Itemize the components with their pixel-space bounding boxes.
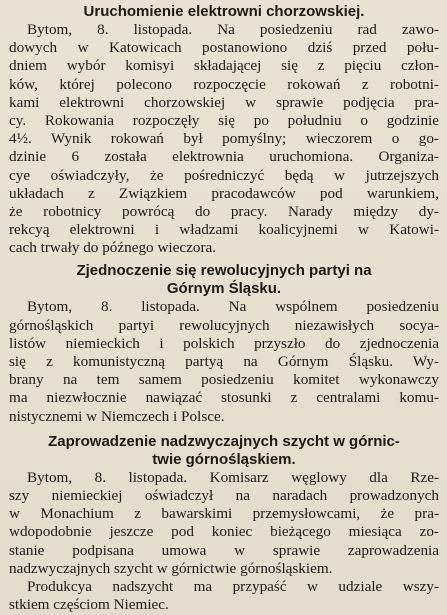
body-line: brany na tem samem posiedzeniu komitet wykonawczy [9, 371, 439, 389]
body-line: stanie podpisana umowa w sprawie zaprowadzenia [9, 541, 439, 559]
body-line: dowych w Katowicach postanowiono dziś przed połu- [9, 39, 439, 57]
body-line: Bytom, 8. listopada. Na posiedzeniu rad zawo- [27, 21, 439, 38]
body-line: dzinie 6 została elektrownia uruchomiona. Organiza- [9, 148, 439, 166]
body-line: nistycznemi w Niemczech i Polsce. [9, 407, 225, 425]
body-line: listów niemieckich i polskich przyszło do zjednoczenia [9, 334, 439, 352]
body-line: się z komunistyczną partyą na Górnym Śląsku. Wy- [9, 353, 439, 370]
body-line: Produkcya nadszycht ma przypaść w udziale wszy- [27, 577, 439, 595]
body-line: cye oświadczyły, że pośredniczyć będą w jutrzejszych [9, 166, 439, 184]
body-line: układach z Związkiem pracodawców pod warunkiem, [9, 184, 439, 202]
article-extra-shifts [9, 433, 439, 615]
body-line: kami elektrowni chorzowskiej w sprawie podjęcia pra- [9, 93, 439, 111]
body-line: wdopodobnie jeszcze pod koniec bieżącego miesiąca zo- [9, 523, 439, 541]
body-line: rekcyą elektrowni i władzami koalicyjnemi w Katowi- [9, 221, 439, 239]
body-line: że robotnicy powrócą do pracy. Narady między dy- [9, 202, 439, 220]
headline-line: Zjednoczenie się rewolucyjnych partyi na [76, 262, 372, 280]
body-line: dniem wybór komisyi składającej się z pięciu człon- [9, 57, 439, 75]
article-body [9, 469, 439, 615]
body-line: nadzwyczajnych szycht w górnictwie górnośląskiem. [9, 559, 333, 577]
body-line: cach trwały do późnego wieczora. [9, 239, 217, 257]
article-revolutionary-parties [9, 262, 439, 425]
body-line: szy niemieckiej oświadczył na naradach prowadzonych [9, 486, 439, 504]
body-line: 4½. Wynik rokowań był pomyślny; wieczorem o go- [9, 130, 439, 148]
article-headline [9, 262, 439, 298]
body-line: ma niezwłocznie nawiązać stosunki z centralami komu- [9, 389, 439, 407]
article-headline [9, 0, 439, 21]
body-line: Bytom, 8. listopada. Komisarz węglowy dla Rze- [27, 468, 439, 486]
article-headline [9, 433, 439, 469]
headline-line: twie górnośląskiem. [152, 450, 296, 468]
body-line: ków, której polecono rozpoczęcie rokowań z robotni- [9, 75, 439, 93]
body-line: cy. Rokowania rozpoczęły się po południu o godzinie [9, 111, 439, 129]
body-line: stkiem częściom Niemiec. [9, 596, 169, 614]
headline-line: Zaprowadzenie nadzwyczajnych szycht w górnic- [48, 432, 400, 450]
headline-line: Górnym Śląsku. [166, 280, 282, 298]
article-body [9, 298, 439, 425]
article-body [9, 21, 439, 257]
headline-line: Uruchomienie elektrowni chorzowskiej. [83, 3, 365, 20]
body-line: w Monachium z bawarskimi przemysłowcami, że pra- [9, 505, 439, 523]
article-electricity-plant [9, 0, 439, 257]
body-line: górnośląskich partyi rewolucyjnych niezawisłych socya- [9, 316, 439, 334]
body-line: Bytom, 8. listopada. Na wspólnem posiedzeniu [27, 298, 439, 316]
